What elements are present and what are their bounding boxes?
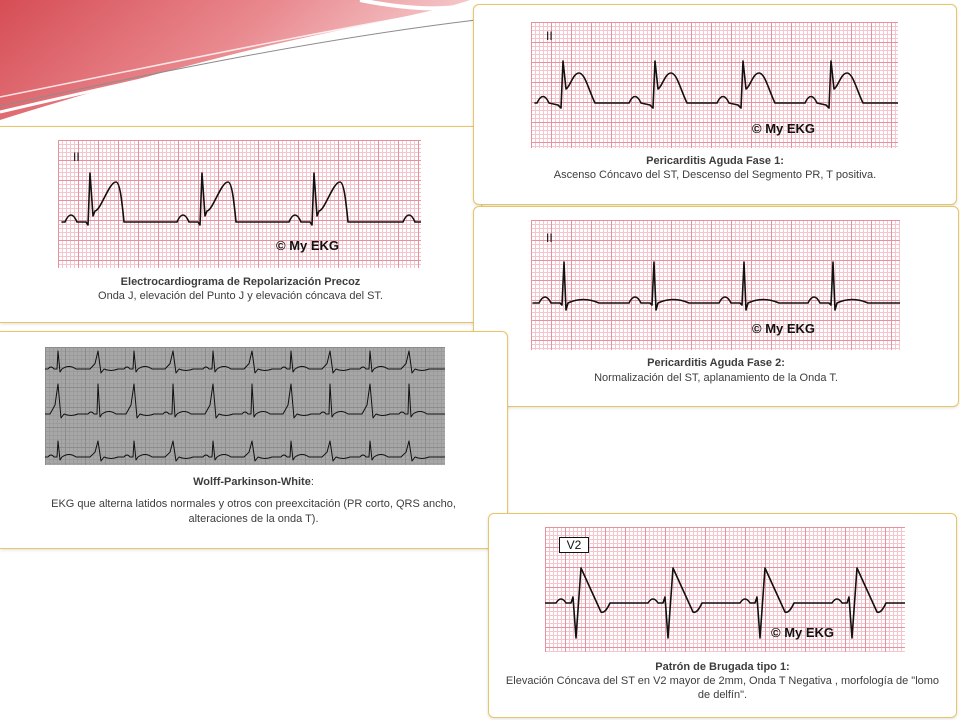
ecg-strip — [531, 220, 900, 350]
caption-description: EKG que alterna latidos normales y otros con preexcitación (PR corto, QRS ancho, alteraciones de la onda T). — [51, 498, 456, 525]
caption-title — [0, 475, 507, 489]
caption-subtitle: Normalización del ST, aplanamiento de la Onda T. — [594, 372, 838, 384]
ecg-waveform — [545, 527, 905, 652]
ecg-trace-row — [45, 441, 445, 461]
ecg-trace — [533, 262, 900, 310]
caption-title: Patrón de Brugada tipo 1: — [655, 661, 790, 673]
ecg-trace — [545, 568, 905, 638]
ecg-waveform — [531, 220, 900, 350]
card-brugada — [488, 513, 957, 718]
card-pericarditis-fase-1 — [473, 4, 957, 205]
watermark: © My EKG — [752, 321, 816, 336]
ecg-waveform — [531, 22, 898, 148]
caption-title-suffix: : — [310, 476, 314, 488]
card-pericarditis-fase-2 — [473, 206, 959, 407]
lead-label: II — [546, 231, 553, 245]
ecg-strip — [45, 347, 445, 465]
ecg-strip — [545, 527, 905, 652]
ecg-strip — [531, 22, 898, 148]
caption-subtitle: Elevación Cóncava del ST en V2 mayor de 2mm, Onda T Negativa , morfología de "lomo de delfín". — [505, 675, 940, 701]
caption-subtitle: Onda J, elevación del Punto J y elevación cóncava del ST. — [98, 290, 383, 302]
caption-title: Electrocardiograma de Repolarización Precoz — [120, 276, 361, 288]
caption-title: Pericarditis Aguda Fase 1: — [646, 155, 784, 167]
watermark: © My EKG — [276, 238, 340, 253]
watermark: © My EKG — [771, 625, 835, 640]
ecg-waveform — [45, 347, 445, 465]
lead-label: II — [546, 29, 553, 43]
ecg-trace — [535, 61, 898, 108]
ecg-strip — [58, 140, 421, 268]
caption-title-text: Wolff-Parkinson-White — [193, 476, 311, 488]
watermark: © My EKG — [752, 121, 816, 136]
ecg-trace — [62, 173, 421, 225]
lead-label: II — [73, 150, 80, 164]
theme-swoosh — [0, 0, 480, 125]
ecg-trace-row — [45, 351, 445, 373]
card-repolarizacion-precoz — [0, 126, 482, 323]
ecg-trace-row — [45, 384, 445, 418]
caption-subtitle: Ascenso Cóncavo del ST, Descenso del Segmento PR, T positiva. — [553, 169, 877, 181]
ecg-waveform — [58, 140, 421, 268]
caption-title: Pericarditis Aguda Fase 2: — [647, 357, 785, 369]
lead-label: V2 — [559, 537, 589, 553]
card-wolff-parkinson-white — [0, 331, 508, 549]
